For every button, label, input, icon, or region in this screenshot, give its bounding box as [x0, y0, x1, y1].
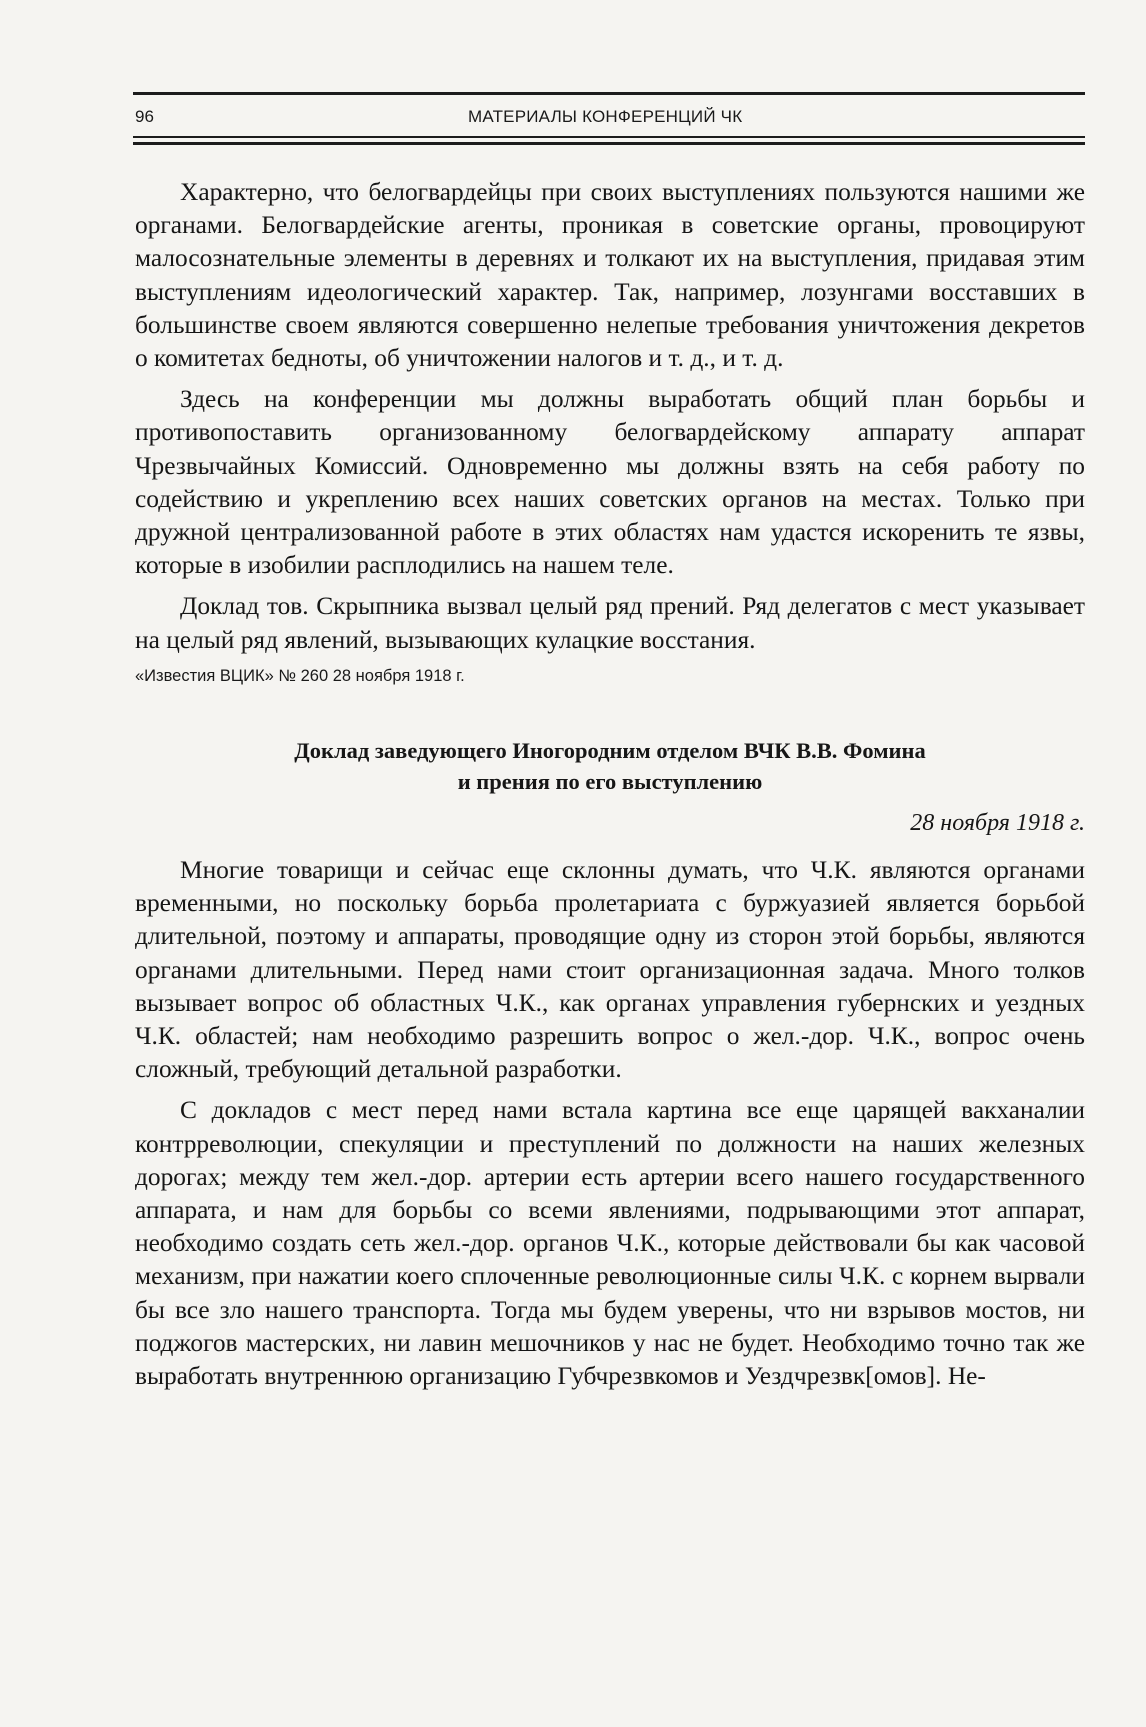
paragraph: Доклад тов. Скрыпника вызвал целый ряд прений. Ряд делегатов с мест указывает на целый ряд явлений, вызывающих кулацкие восстания. — [135, 592, 1085, 654]
section-title — [135, 735, 1085, 797]
paragraph: Здесь на конференции мы должны выработать общий план борьбы и противопоставить организованному белогвардейскому аппарату аппарат Чрезвычайных Комиссий. Одновременно мы должны взять на себя работу по содействию и укреплению всех наших советских органов на местах. Только при дружной централизованной работе в этих областях нам удастся искоренить те язвы, которые в изобилии расплодились на нашем теле. — [135, 385, 1085, 580]
section-date: 28 ноября 1918 г. — [910, 809, 1085, 836]
paragraph: Многие товарищи и сейчас еще склонны думать, что Ч.К. являются органами временными, но поскольку борьба пролетариата с буржуазией является борьбой длительной, поэтому и аппараты, проводящие одну из сторон этой борьбы, являются органами длительными. Перед нами стоит организационная задача. Много толков вызывает вопрос об областных Ч.К., как органах управления губернских и уездных Ч.К. областей; нам необходимо разрешить вопрос о жел.-дор. Ч.К., вопрос очень сложный, требующий детальной разработки. — [135, 856, 1085, 1084]
header-rule-bottom-thick — [133, 142, 1085, 145]
source-citation: «Известия ВЦИК» № 260 28 ноября 1918 г. — [135, 666, 465, 685]
page-number: 96 — [135, 107, 154, 126]
running-title: МАТЕРИАЛЫ КОНФЕРЕНЦИЙ ЧК — [468, 107, 743, 126]
section-title-line-2: и прения по его выступлению — [457, 768, 763, 794]
page-header — [133, 92, 1085, 148]
section-title-line-1: Доклад заведующего Иногородним отделом ВЧК В.В. Фомина — [294, 737, 926, 763]
body-text — [135, 176, 1085, 1401]
paragraph: Характерно, что белогвардейцы при своих выступлениях пользуются нашими же органами. Белогвардейские агенты, проникая в советские органы, провоцируют малосознательные элементы в деревнях и толкают их на выступления, придавая этим выступлениям идеологический характер. Так, например, лозунгами восставших в большинстве своем являются совершенно нелепые требования уничтожения декретов о комитетах бедноты, об уничтожении налогов и т. д., и т. д. — [135, 178, 1085, 373]
header-rule-bottom — [133, 136, 1085, 138]
header-rule-top — [133, 92, 1085, 95]
paragraph: С докладов с мест перед нами встала картина все еще царящей вакханалии контрреволюции, спекуляции и преступлений по должности на наших железных дорогах; между тем жел.-дор. артерии есть артерии всего нашего государственного аппарата, и нам для борьбы со всеми явлениями, подрывающими этот аппарат, необходимо создать сеть жел.-дор. органов Ч.К., которые действовали бы как часовой механизм, при нажатии коего сплоченные революционные силы Ч.К. с корнем вырвали бы все зло нашего транспорта. Тогда мы будем уверены, что ни взрывов мостов, ни поджогов мастерских, ни лавин мешочников у нас не будет. Необходимо точно так же выработать внутреннюю организацию Губчрезвкомов и Уездчрезвк[омов]. Не- — [135, 1096, 1085, 1391]
